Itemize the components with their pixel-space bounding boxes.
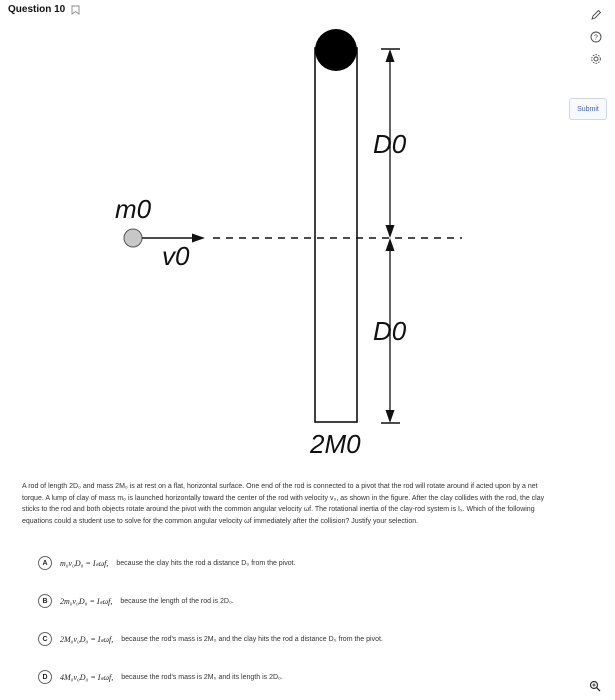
lower-distance-label: D0 — [373, 316, 407, 346]
option-explanation: because the rod's mass is 2M₀ and the clay hits the rod a distance D₀ from the pivot. — [121, 635, 383, 643]
option-explanation: because the clay hits the rod a distance D₀ from the pivot. — [116, 559, 296, 567]
option-explanation: because the length of the rod is 2D₀. — [120, 597, 234, 605]
upper-arrowhead-top — [386, 49, 395, 62]
submit-button[interactable]: Submit — [569, 98, 607, 120]
option-a[interactable] — [38, 556, 296, 570]
option-letter-badge: B — [38, 594, 52, 608]
option-letter-badge: D — [38, 670, 52, 684]
option-letter-badge: C — [38, 632, 52, 646]
option-d[interactable] — [38, 670, 283, 684]
option-equation: m₀v₀D₀ = Iₛωf, — [60, 558, 109, 568]
option-explanation: because the rod's mass is 2M₀ and its length is 2D₀. — [121, 673, 283, 681]
option-equation: 2m₀v₀D₀ = Iₛωf, — [60, 596, 113, 606]
question-text: A rod of length 2D₀ and mass 2M₀ is at rest on a flat, horizontal surface. One end of the rod is connected to a pivot that the rod will rotate around if acted upon by a net torque. A lump of clay of mass m₀ is launched horizontally toward the center of the rod with velocity v₀, as shown in the figure. After the clay collides with the rod, the clay sticks to the rod and both objects rotate around the pivot with the common angular velocity ωf. The rotational inertia of the clay-rod system is Iₛ. Which of the following equations could a student use to solve for the common angular velocity ωf immediately after the collision? Justify your selection. — [22, 483, 545, 526]
option-letter-badge: A — [38, 556, 52, 570]
lower-arrowhead-bottom — [386, 410, 395, 423]
clay-mass-label: m0 — [115, 194, 152, 224]
question-title: Question 10 — [8, 4, 66, 15]
svg-text:?: ? — [594, 34, 598, 42]
rod — [315, 48, 357, 422]
velocity-label: v0 — [162, 241, 190, 271]
clay-ball — [124, 229, 142, 247]
upper-arrowhead-bottom — [386, 225, 395, 238]
option-c[interactable] — [38, 632, 383, 646]
upper-distance-label: D0 — [373, 129, 407, 159]
rod-mass-label: 2M0 — [310, 429, 361, 459]
option-b[interactable] — [38, 594, 234, 608]
zoom-icon[interactable] — [589, 680, 601, 692]
option-equation: 2M₀v₀D₀ = Iₛωf, — [60, 634, 114, 644]
lower-arrowhead-top — [386, 238, 395, 251]
option-equation: 4M₀v₀D₀ = Iₛωf, — [60, 672, 114, 682]
pivot-dot — [315, 29, 357, 71]
velocity-arrowhead — [192, 234, 205, 243]
